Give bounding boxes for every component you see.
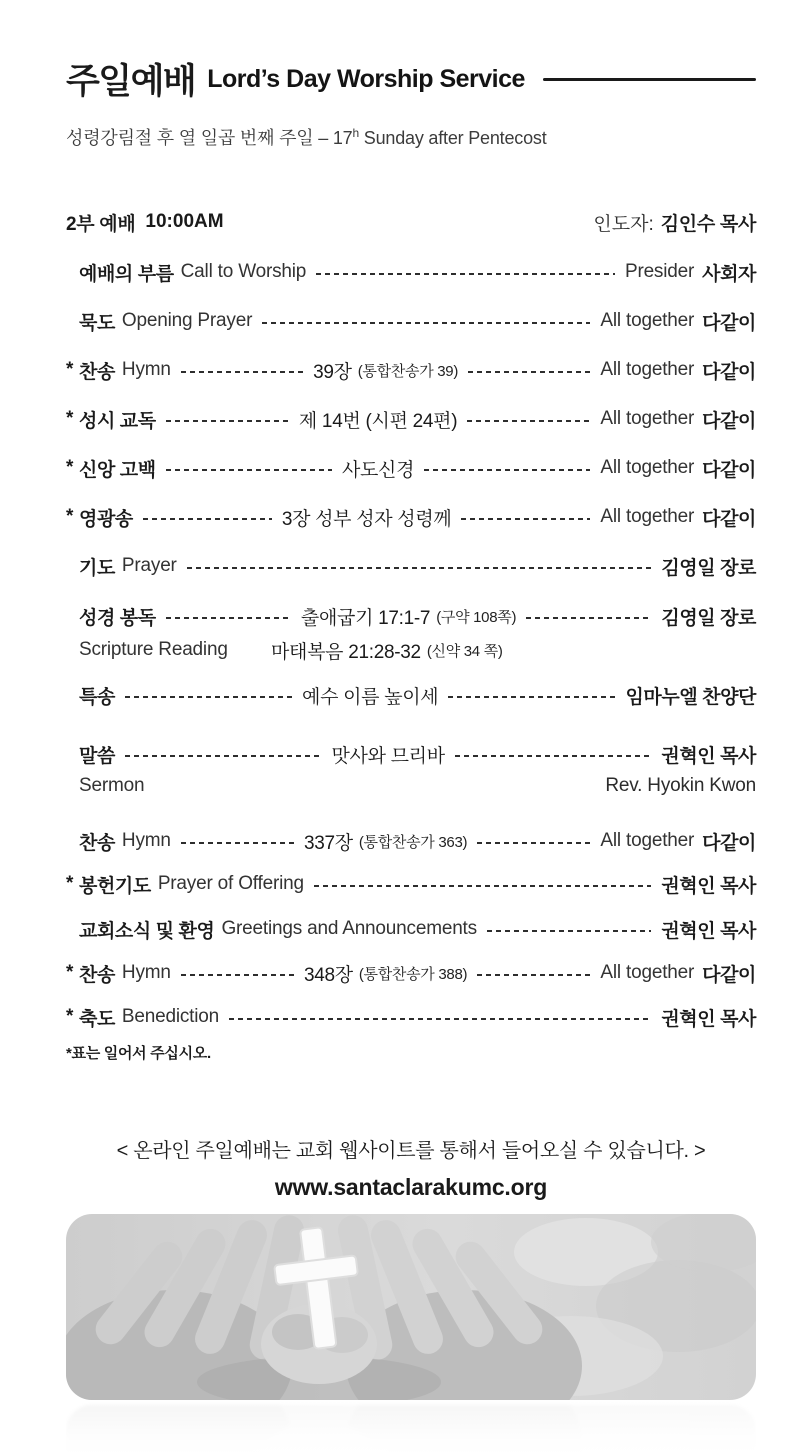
- item-center-note: (통합찬송가 363): [358, 833, 468, 851]
- item-title-en: Call to Worship: [180, 261, 307, 282]
- online-worship-notice: < 온라인 주일예배는 교회 웹사이트를 통해서 들어오실 수 있습니다. >: [116, 1140, 706, 1162]
- page-title-english: Lord’s Day Worship Service: [207, 64, 525, 93]
- item-title-en: Greetings and Announcements: [221, 918, 477, 939]
- order-row-scripture-reading: [66, 603, 756, 629]
- item-center-note: (통합찬송가 39): [357, 362, 459, 380]
- item-right-en: All together: [600, 830, 695, 851]
- standing-asterisk: *: [66, 1006, 74, 1027]
- item-right-kr: 다같이: [702, 312, 756, 334]
- order-row-offering-prayer: [66, 871, 756, 897]
- order-row-responsive-reading: [66, 406, 756, 432]
- item-title-kr: 영광송: [79, 508, 133, 530]
- item-right-en: All together: [600, 310, 695, 331]
- item-right-kr: 다같이: [702, 964, 757, 986]
- item-right-en: All together: [600, 962, 695, 983]
- item-right-kr: 권혁인 목사: [661, 1008, 756, 1030]
- dash-leader: [181, 842, 294, 844]
- item-right-en: All together: [600, 457, 695, 478]
- dash-leader: [526, 617, 651, 619]
- item-right-kr: 다같이: [702, 508, 757, 530]
- item-title-kr: 기도: [79, 557, 115, 579]
- dash-leader: [125, 696, 292, 698]
- reflection-fade-overlay: [66, 1400, 756, 1456]
- dash-leader: [143, 518, 272, 520]
- order-row-sermon: [66, 741, 756, 767]
- item-center: 348장: [303, 964, 353, 986]
- item-center-note: (구약 108쪽): [436, 608, 517, 626]
- dash-leader: [229, 1018, 651, 1020]
- item-title-kr: 예배의 부름: [79, 263, 174, 285]
- service-label: 2부 예배: [66, 213, 136, 235]
- item-right-kr: 김영일 장로: [661, 557, 756, 579]
- dash-leader: [455, 755, 652, 757]
- order-row-hymn-39: [66, 357, 756, 383]
- order-subrow-scripture-reading: [66, 637, 756, 663]
- leader-name: 김인수 목사: [660, 213, 756, 235]
- item-right-kr: 사회자: [702, 263, 756, 285]
- standing-asterisk: *: [66, 457, 74, 478]
- item-title-en: Opening Prayer: [121, 310, 253, 331]
- item-center: 맛사와 므리바: [331, 745, 445, 767]
- item-title-kr: 말씀: [79, 745, 115, 767]
- item-center: 337장: [303, 832, 353, 854]
- order-subrow-sermon: [66, 773, 756, 799]
- order-row-gloria: [66, 504, 756, 530]
- subtitle-sunday-after-pentecost: [66, 120, 756, 151]
- item-center-note: (신약 34 쪽): [426, 642, 503, 660]
- item-title-en: Sermon: [79, 775, 145, 796]
- standing-asterisk: *: [66, 962, 74, 983]
- order-row-announcements: [66, 916, 756, 942]
- leader-label: 인도자:: [593, 213, 654, 235]
- dash-leader: [314, 885, 652, 887]
- order-of-worship: [66, 259, 756, 1030]
- dash-leader: [166, 420, 289, 422]
- item-center: 사도신경: [341, 459, 415, 481]
- standing-asterisk: *: [66, 359, 74, 380]
- item-right-kr: 권혁인 목사: [661, 875, 756, 897]
- standing-footnote: *표는 일어서 주십시오.: [66, 1045, 211, 1062]
- item-right-en: All together: [600, 359, 695, 380]
- dash-leader: [125, 755, 322, 757]
- item-title-en: Hymn: [121, 962, 171, 983]
- dash-leader: [461, 518, 590, 520]
- service-leader: [593, 209, 756, 236]
- order-row-benediction: [66, 1004, 756, 1030]
- item-title-kr: 성시 교독: [79, 410, 156, 432]
- item-center: 39장: [313, 361, 352, 383]
- dash-leader: [181, 974, 294, 976]
- order-row-special-song: [66, 682, 756, 708]
- order-row-prayer: [66, 553, 756, 579]
- item-center-note: (통합찬송가 388): [358, 965, 468, 983]
- item-right-kr: 다같이: [702, 361, 757, 383]
- item-center: 출애굽기 17:1-7: [300, 607, 431, 629]
- order-row-apostles-creed: [66, 455, 756, 481]
- item-center: 제 14번 (시편 24편): [298, 410, 458, 432]
- item-center: 예수 이름 높이세: [302, 686, 439, 708]
- item-title-en: Hymn: [121, 830, 171, 851]
- standing-asterisk: *: [66, 408, 74, 429]
- item-center: 마태복음 21:28-32: [271, 641, 421, 663]
- item-title-kr: 묵도: [79, 312, 115, 334]
- item-title-kr: 찬송: [79, 832, 115, 854]
- item-title-kr: 성경 봉독: [79, 607, 156, 629]
- page-title-korean: 주일예배: [66, 62, 196, 101]
- dash-leader: [316, 273, 615, 275]
- footer-photo-area: [66, 1214, 756, 1456]
- standing-asterisk: *: [66, 506, 74, 527]
- item-title-kr: 특송: [79, 686, 115, 708]
- item-title-kr: 찬송: [79, 361, 115, 383]
- header-rule: [543, 78, 756, 81]
- item-right-kr: 다같이: [702, 832, 757, 854]
- dash-leader: [477, 974, 590, 976]
- subtitle-superscript: h: [352, 126, 359, 140]
- preacher-name-en: Rev. Hyokin Kwon: [605, 775, 756, 796]
- item-right-kr: 김영일 장로: [661, 607, 757, 629]
- dash-leader: [448, 696, 615, 698]
- header: [66, 54, 756, 104]
- item-title-en: Prayer of Offering: [157, 873, 304, 894]
- website-url: www.santaclarakumc.org: [274, 1174, 548, 1200]
- item-right-en: All together: [600, 506, 695, 527]
- item-right-kr: 권혁인 목사: [661, 745, 757, 767]
- subtitle-text-en: Sunday after Pentecost: [358, 128, 547, 148]
- item-title-kr: 교회소식 및 환영: [79, 920, 215, 942]
- dash-leader: [424, 469, 590, 471]
- dash-leader: [468, 371, 590, 373]
- item-center: 3장 성부 성자 성령께: [281, 508, 452, 530]
- order-row-hymn-348: [66, 960, 756, 986]
- dash-leader: [166, 469, 332, 471]
- order-row-hymn-337: [66, 828, 756, 854]
- standing-asterisk: *: [66, 873, 74, 894]
- dash-leader: [166, 617, 291, 619]
- item-title-kr: 봉헌기도: [79, 875, 151, 897]
- dash-leader: [187, 567, 652, 569]
- dash-leader: [467, 420, 590, 422]
- item-title-kr: 축도: [79, 1008, 115, 1030]
- photo-reflection: [66, 1400, 756, 1456]
- item-title-kr: 신앙 고백: [79, 459, 156, 481]
- item-right-en: All together: [600, 408, 695, 429]
- service-info-row: [66, 209, 756, 235]
- order-row-call-to-worship: [66, 259, 756, 285]
- item-right-kr: 임마누엘 찬양단: [625, 686, 757, 708]
- dash-leader: [262, 322, 590, 324]
- item-title-en: Hymn: [121, 359, 171, 380]
- dash-leader: [487, 930, 651, 932]
- dash-leader: [181, 371, 303, 373]
- item-title-en: Benediction: [121, 1006, 220, 1027]
- item-title-kr: 찬송: [79, 964, 115, 986]
- item-right-kr: 다같이: [702, 459, 757, 481]
- order-row-opening-prayer: [66, 308, 756, 334]
- item-title-en: Scripture Reading: [79, 639, 228, 660]
- item-right-kr: 다같이: [702, 410, 757, 432]
- hands-cross-photo: [66, 1214, 756, 1400]
- subtitle-text: 성령강림절 후 열 일곱 번째 주일 – 17: [66, 128, 353, 148]
- item-title-en: Prayer: [121, 555, 177, 576]
- item-right-kr: 권혁인 목사: [661, 920, 756, 942]
- service-time: 10:00AM: [145, 211, 224, 232]
- dash-leader: [477, 842, 590, 844]
- item-right-en: Presider: [624, 261, 695, 282]
